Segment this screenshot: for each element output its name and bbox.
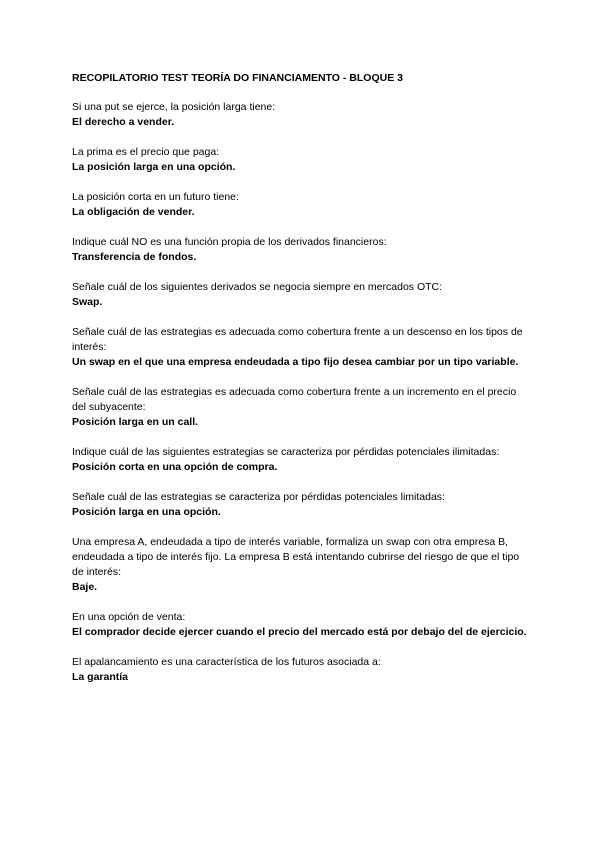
answer-text: Un swap en el que una empresa endeudada a tipo fijo desea cambiar por un tipo variable.	[72, 356, 519, 368]
question-text: Señale cuál de los siguientes derivados se negocia siempre en mercados OTC:	[72, 281, 443, 293]
answer-text: Posición larga en un call.	[72, 416, 199, 428]
question-text: La prima es el precio que paga:	[72, 146, 220, 158]
question-text: Una empresa A, endeudada a tipo de interés variable, formaliza un swap con otra empresa B, endeudada a tipo de interés fijo. La empresa B está intentando cubrirse del riesgo de que el tipo de interés:	[72, 536, 520, 578]
qa-item-9	[72, 490, 532, 520]
question-text: Señale cuál de las estrategias se caracteriza por pérdidas potenciales limitadas:	[72, 491, 445, 503]
qa-item-11	[72, 610, 532, 640]
answer-text: Swap.	[72, 296, 103, 308]
question-text: En una opción de venta:	[72, 611, 186, 623]
answer-text: El comprador decide ejercer cuando el precio del mercado está por debajo del de ejercicio.	[72, 626, 527, 638]
qa-item-3	[72, 190, 532, 220]
qa-item-8	[72, 445, 532, 475]
qa-item-7	[72, 385, 532, 430]
question-text: La posición corta en un futuro tiene:	[72, 191, 239, 203]
question-text: El apalancamiento es una característica de los futuros asociada a:	[72, 656, 381, 668]
qa-item-1	[72, 100, 532, 130]
question-text: Señale cuál de las estrategias es adecuada como cobertura frente a un incremento en el precio del subyacente:	[72, 386, 517, 413]
question-text: Indique cuál NO es una función propia de los derivados financieros:	[72, 236, 387, 248]
qa-item-12	[72, 655, 532, 685]
answer-text: Baje.	[72, 581, 98, 593]
answer-text: Posición larga en una opción.	[72, 506, 221, 518]
answer-text: La posición larga en una opción.	[72, 161, 236, 173]
answer-text: Transferencia de fondos.	[72, 251, 197, 263]
document-title: RECOPILATORIO TEST TEORÍA DO FINANCIAMENTO - BLOQUE 3	[72, 72, 403, 84]
qa-item-6	[72, 325, 532, 370]
qa-item-4	[72, 235, 532, 265]
answer-text: Posición corta en una opción de compra.	[72, 461, 278, 473]
qa-item-2	[72, 145, 532, 175]
answer-text: La garantía	[72, 671, 129, 683]
qa-item-5	[72, 280, 532, 310]
question-text: Señale cuál de las estrategias es adecuada como cobertura frente a un descenso en los tipos de interés:	[72, 326, 523, 353]
document-page	[72, 70, 532, 700]
answer-text: La obligación de vender.	[72, 206, 195, 218]
answer-text: El derecho a vender.	[72, 116, 175, 128]
question-text: Indique cuál de las siguientes estrategias se caracteriza por pérdidas potenciales ilimitadas:	[72, 446, 500, 458]
qa-item-10	[72, 535, 532, 595]
question-text: Si una put se ejerce, la posición larga tiene:	[72, 101, 276, 113]
